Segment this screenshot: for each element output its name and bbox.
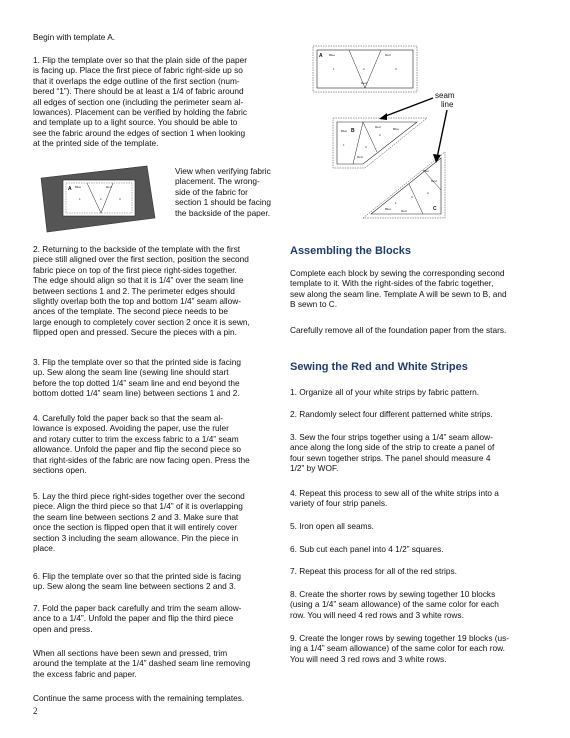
fig-label: 3 bbox=[411, 195, 413, 199]
stripes-step-7: 7. Repeat this process for all of the red strips. bbox=[290, 566, 457, 576]
stripes-step-6: 6. Sub cut each panel into 4 1/2” squares. bbox=[290, 544, 444, 554]
assembling-paragraph-1: Complete each block by sewing the corresponding second template to it. With the right-sides of the fabric together, sew along the seam line. Template A will be sewn to B, and B sewn to C. bbox=[290, 268, 507, 310]
seam-line-label-line2: line bbox=[441, 100, 454, 109]
fig-label: Blue bbox=[341, 129, 348, 133]
fig-label: Red bbox=[361, 81, 367, 85]
template-b-letter: B bbox=[351, 128, 355, 134]
step-3-text: 3. Flip the template over so that the printed side is facing up. Sew along the seam line (sewing line should start before the top dotted 1/4” seam line and end beyond the bottom dotted 1/4” seam line) between sections 1 and 2. bbox=[33, 357, 241, 399]
figure-caption: View when verifying fabric placement. The wrong- side of the fabric for section 1 should be facing the backside of the paper. bbox=[175, 166, 271, 218]
step-6-text: 6. Flip the template over so that the printed side is facing up. Sew along the seam line between sections 2 and 3. bbox=[33, 571, 241, 592]
fig-label: 2 bbox=[100, 197, 102, 201]
stripes-step-9: 9. Create the longer rows by sewing together 19 blocks (us- ing a 1/4” seam allowance) of the same color for each row. You will need 3 red rows and 3 white rows. bbox=[290, 633, 510, 664]
templates-figure bbox=[305, 40, 455, 225]
seam-arrow-1-head bbox=[379, 113, 387, 120]
page-number: 2 bbox=[33, 706, 38, 716]
fig-label: 3 bbox=[395, 67, 397, 71]
step-2-text: 2. Returning to the backside of the template with the first piece still aligned over the first section, position the second fabric piece on top of the first piece right-sides together. The edge should align so that it is 1/4” over the seam line between sections 1 and 2. The perimeter edges should slightly overlap both the top and bottom 1/4” seam allow- ances of the template. The second piece needs to be large enough to completely cover section 2 once it is sewn, flipped open and pressed. Secure the pieces with a pin. bbox=[33, 244, 250, 338]
assembling-paragraph-2: Carefully remove all of the foundation paper from the stars. bbox=[290, 325, 507, 335]
heading-stripes: Sewing the Red and White Stripes bbox=[290, 361, 468, 373]
step-8-text: When all sections have been sewn and pressed, trim around the template at the 1/4” dashed seam line removing the excess fabric and paper. bbox=[33, 648, 251, 679]
stripes-step-3: 3. Sew the four strips together using a 1/4” seam allow- ance along the long side of the strip to create a panel of four sewn together strips. The panel should measure 4 1/2” by WOF. bbox=[290, 432, 495, 474]
fig-label: Blue bbox=[329, 53, 336, 57]
fig-label: 3 bbox=[119, 197, 121, 201]
fig-label: Red bbox=[357, 155, 363, 159]
heading-assembling: Assembling the Blocks bbox=[290, 245, 412, 257]
fig-label: 1 bbox=[79, 197, 81, 201]
fig-label: Blue bbox=[393, 127, 400, 131]
fig-label: Blue bbox=[385, 207, 392, 211]
fig-label: 3 bbox=[365, 145, 367, 149]
fig-label: Red bbox=[375, 125, 381, 129]
stripes-step-2: 2. Randomly select four different patterned white strips. bbox=[290, 409, 493, 419]
fig-label: 1 bbox=[333, 67, 335, 71]
template-a-letter: A bbox=[319, 53, 323, 59]
stripes-step-4: 4. Repeat this process to sew all of the white strips into a variety of four strip panels. bbox=[290, 488, 499, 509]
stripes-step-8: 8. Create the shorter rows by sewing together 10 blocks (using a 1/4” seam allowance) of the same color for each row. You will need 4 red rows and 3 white rows. bbox=[290, 589, 499, 620]
fabric-placement-figure bbox=[35, 160, 160, 235]
template-sheet bbox=[63, 180, 135, 216]
fig-label: 2 bbox=[427, 191, 429, 195]
step-9-text: Continue the same process with the remaining templates. bbox=[33, 693, 245, 703]
template-c-inner bbox=[371, 158, 441, 214]
step-7-text: 7. Fold the paper back carefully and trim the seam allow- ance to a 1/4”. Unfold the paper and flip the third piece open and press. bbox=[33, 603, 242, 634]
fig-label: 1 bbox=[343, 143, 345, 147]
step-5-text: 5. Lay the third piece right-sides together over the second piece. Align the third piece so that 1/4” of it is overlapping the seam line between sections 2 and 3. Make sure that once the section is flipped open that it will entirely cover section 3 including the seam allowance. Pin the piece in place. bbox=[33, 491, 245, 554]
stripes-step-5: 5. Iron open all seams. bbox=[290, 521, 374, 531]
stripes-step-1: 1. Organize all of your white strips by fabric pattern. bbox=[290, 387, 480, 397]
seam-arrow-1 bbox=[383, 98, 433, 117]
fig-label: Red bbox=[401, 209, 407, 213]
fig-label: 2 bbox=[363, 67, 365, 71]
fig-label: 2 bbox=[379, 133, 381, 137]
fig-label: 1 bbox=[395, 201, 397, 205]
template-c-letter: C bbox=[433, 206, 437, 212]
fig-label: Red bbox=[385, 53, 391, 57]
template-letter: A bbox=[68, 186, 72, 192]
fig-label: Red bbox=[431, 179, 437, 183]
seam-arrow-2 bbox=[437, 110, 447, 158]
seam-line-label-line1: seam bbox=[435, 91, 455, 100]
intro-text: Begin with template A. bbox=[33, 32, 116, 42]
step-1-text: 1. Flip the template over so that the plain side of the paper is facing up. Place the first piece of fabric right-side up so that it overlaps the edge outline of the first section (num- bered “1”). There should be at least a 1/4 of fabric around all edges of section one (including the perimeter seam al- lowances). Placement can be verified by holding the fabric and template up to a light source. You should be able to see the fabric around the edges of section 1 when looking at the printed side of the template. bbox=[33, 55, 248, 149]
fig-label: Red bbox=[106, 185, 112, 189]
step-4-text: 4. Carefully fold the paper back so that the seam al- lowance is exposed. Avoiding the paper, use the ruler and rotary cutter to trim the excess fabric to a 1/4” seam allowance. Unfold the paper and flip the second piece so that right-sides of the fabric are now facing open. Press the sections open. bbox=[33, 413, 250, 476]
seam-line-label bbox=[435, 91, 457, 109]
fig-label: Blue bbox=[75, 185, 82, 189]
fig-label: Blue bbox=[423, 169, 430, 173]
